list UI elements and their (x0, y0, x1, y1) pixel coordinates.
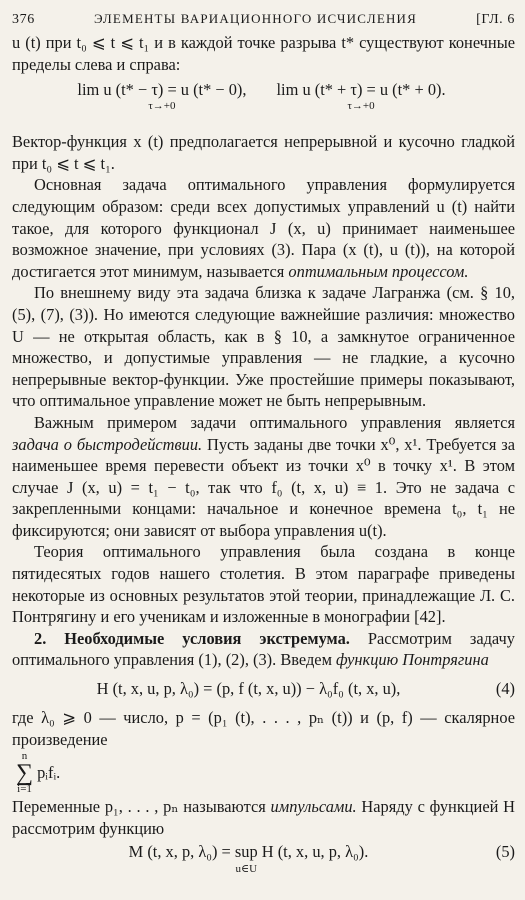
page-number: 376 (12, 12, 35, 27)
optimal-process-term: оптимальным процессом. (288, 261, 469, 281)
speed-problem-term: задача о быстродействии. (12, 434, 203, 454)
paragraph-8-text-b: Наряду с функцией H рассмотрим функцию (12, 797, 515, 838)
impulses-term: импульсами. (270, 797, 357, 817)
equation-4-number: (4) (495, 679, 515, 699)
equation-5-body (12, 841, 485, 875)
section-2 (12, 628, 515, 671)
limits-formula (12, 79, 515, 127)
paragraph-5 (12, 412, 515, 542)
paragraph-5-text-b: Пусть заданы две точки x⁰, x¹. Требуется за наименьшее время перевести объект из точки x⁰ в точку x¹. В этом случае J (x, u) = t₁ − t₀, так что f₀ (t, x, u) ≡ 1. Это не задача с закрепленными концами: начальное и конечное времена t₀, t₁ не фиксируются; они зависят от выбора управления u(t). (12, 434, 516, 540)
equation-5-lhs: M (t, x, p, λ₀) = (128, 842, 235, 862)
sum-term: pᵢfᵢ. (37, 763, 61, 783)
running-header (12, 8, 515, 32)
paragraph-3-text: Основная задача оптимального управления формулируется следующим образом: среди всех допустимых управлений u (t) найти такое, для которого функционал J (x, u) принимает наименьшее возможное значение, при условиях (3). Пара (x (t), u (t)), на которой достигается этот минимум, называется (12, 175, 515, 281)
right-limit-expr: lim u (t* + τ) = u (t* + 0). (276, 80, 446, 100)
paragraph-8 (12, 796, 515, 839)
equation-5-number: (5) (495, 842, 515, 862)
section-text: Рассмотрим задачу оптимального управления (1), (2), (3). Введем (12, 628, 515, 670)
paragraph-4: По внешнему виду эта задача близка к задаче Лагранжа (см. § 10, (5), (7), (3)). Но имеются следующие важнейшие различия: множество U — не открытая область, как в § 10, а замкнутое ограниченное множество, и допустимые управления — не гладкие, а кусочно непрерывные вектор-функции. Уже простейшие примеры показывают, что оптимальное управление может не быть непрерывным. (12, 283, 515, 411)
chapter-label: [ГЛ. 6 (476, 12, 515, 27)
sum-symbol (16, 751, 33, 795)
paragraph-1: u (t) при t₀ ⩽ t ⩽ t₁ и в каждой точке разрыва t* существуют конечные пределы слева и справа: (12, 33, 515, 74)
running-title: ЭЛЕМЕНТЫ ВАРИАЦИОННОГО ИСЧИСЛЕНИЯ (93, 11, 418, 26)
paragraph-6: Теория оптимального управления была создана в конце пятидесятых годов нашего столетия. В этом параграфе приведены некоторые из основных результатов этой теории, принадлежащие Л. С. Понтрягину и его ученикам и изложенные в монографии [42]. (12, 542, 515, 627)
paragraph-8-text-a: Переменные p₁, . . . , pₙ называются (12, 797, 271, 817)
sup-word: sup (234, 842, 258, 862)
right-limit-sub: τ→+0 (347, 99, 375, 112)
paragraph-5-text-a: Важным примером задачи оптимального управления является (34, 412, 515, 432)
sum-top: n (21, 750, 28, 763)
sum-sign: ∑ (16, 760, 34, 787)
sum-line (12, 750, 515, 796)
paragraph-2: Вектор-функция x (t) предполагается непрерывной и кусочно гладкой при t₀ ⩽ t ⩽ t₁. (12, 132, 515, 173)
left-limit (77, 79, 246, 112)
left-limit-expr: lim u (t* − τ) = u (t* − 0), (77, 80, 247, 100)
section-heading: 2. Необходимые условия экстремума. (34, 628, 350, 648)
paragraph-7: где λ₀ ⩾ 0 — число, p = (p₁ (t), . . . , pₙ (t)) и (p, f) — скалярное произведение (12, 708, 515, 749)
sum-bottom: i=1 (17, 783, 32, 796)
equation-5 (12, 841, 515, 885)
left-limit-sub: τ→+0 (148, 99, 176, 112)
pontryagin-function-term: функцию Понтрягина (336, 650, 489, 670)
equation-4 (12, 675, 515, 703)
paragraph-3 (12, 174, 515, 282)
sup-subscript: u∈U (235, 863, 258, 875)
right-limit (277, 79, 446, 112)
equation-5-rhs: H (t, x, u, p, λ₀). (257, 842, 369, 862)
sup-operator (235, 841, 258, 875)
equation-4-body: H (t, x, u, p, λ₀) = (p, f (t, x, u)) − λ₀f₀ (t, x, u), (96, 679, 401, 699)
